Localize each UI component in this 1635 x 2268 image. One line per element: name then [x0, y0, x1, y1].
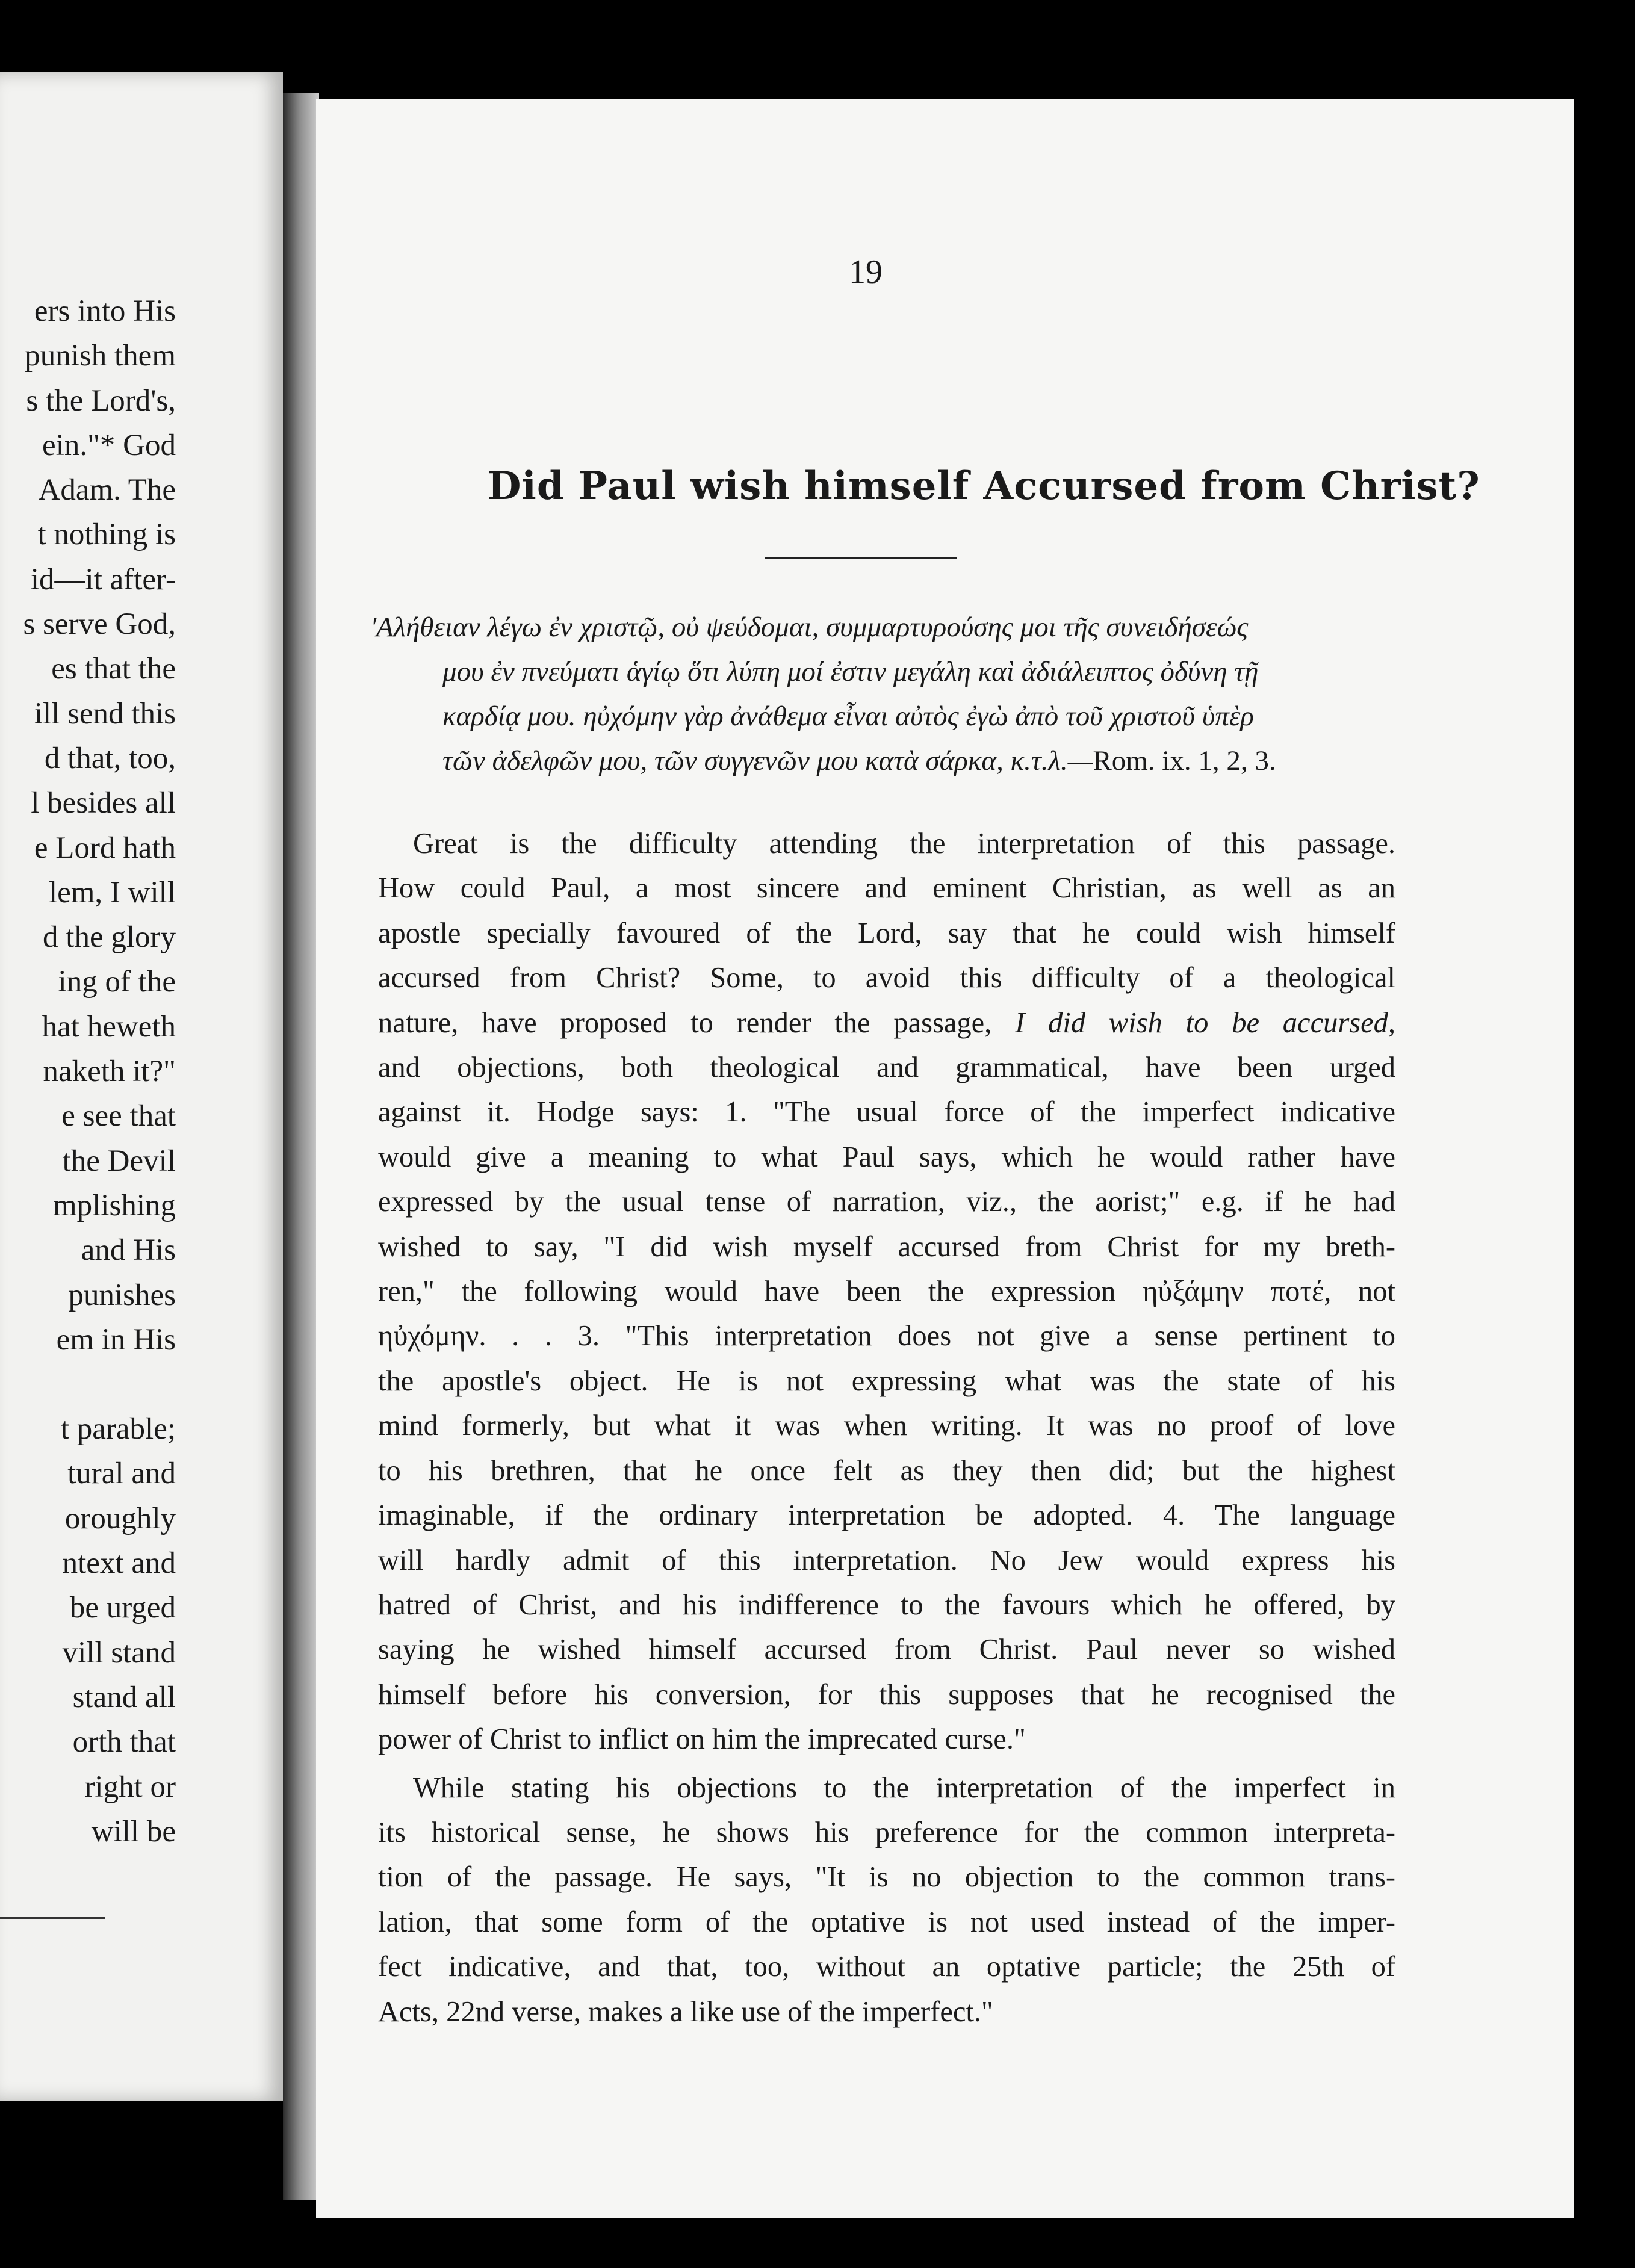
paragraph-1-line: against it. Hodge says: 1. "The usual force of the imperfect indicative: [378, 1096, 1395, 1129]
book-gutter-shadow: [283, 93, 319, 2200]
scripture-reference: Rom. ix. 1, 2, 3.: [1093, 745, 1276, 776]
epigraph-line: καρδίᾳ μου. ηὐχόμην γὰρ ἀνάθεμα εἶναι αὐτὸς ἐγὼ ἀπὸ τοῦ χριστοῦ ὑπὲρ: [442, 701, 1254, 732]
left-page-line: the Devil: [62, 1144, 176, 1178]
paragraph-1-line: saying he wished himself accursed from Christ. Paul never so wished: [378, 1634, 1395, 1666]
text-run: nature, have proposed to render the passage,: [378, 1006, 992, 1039]
paragraph-1-line: the apostle's object. He is not expressing what was the state of his: [378, 1365, 1395, 1397]
epigraph-line-last: [370, 739, 1397, 783]
left-facing-page: [0, 72, 283, 2101]
left-page-line: stand all: [72, 1680, 176, 1714]
left-page-line: e Lord hath: [34, 831, 176, 865]
left-page-line: oroughly: [64, 1501, 176, 1535]
paragraph-1-line: expressed by the usual tense of narration, viz., the aorist;" e.g. if he had: [378, 1186, 1395, 1218]
greek-epigraph: [370, 605, 1397, 783]
left-page-line: ing of the: [58, 965, 176, 999]
left-page-line: es that the: [51, 652, 176, 686]
paragraph-2-line: its historical sense, he shows his preference for the common interpreta-: [378, 1816, 1395, 1848]
epigraph-line: 'Αλήθειαν λέγω ἐν χριστῷ, οὐ ψεύδομαι, συμμαρτυρούσης μοι τῆς συνειδήσεώς: [370, 612, 1249, 643]
epigraph-line: τῶν ἀδελφῶν μου, τῶν συγγενῶν μου κατὰ σάρκα, κ.τ.λ.—: [442, 745, 1093, 776]
left-page-line: d that, too,: [44, 741, 176, 775]
left-page-line: s serve God,: [23, 607, 176, 642]
left-page-line: s the Lord's,: [26, 383, 176, 418]
left-page-line: be urged: [69, 1591, 176, 1625]
paragraph-1-line: How could Paul, a most sincere and eminent Christian, as well as an: [378, 872, 1395, 905]
paragraph-1-line: would give a meaning to what Paul says, which he would rather have: [378, 1141, 1395, 1173]
paragraph-2-line: tion of the passage. He says, "It is no objection to the common trans-: [378, 1861, 1395, 1894]
left-page-line: ill send this: [34, 696, 176, 731]
left-page-line: l besides all: [31, 786, 176, 820]
left-page-paragraph-gap: [23, 1362, 176, 1407]
paragraph-1-line: ren," the following would have been the expression ηὐξάμην ποτέ, not: [378, 1275, 1395, 1308]
paragraph-1-line: himself before his conversion, for this supposes that he recognised the: [378, 1678, 1395, 1711]
left-page-line: ntext and: [62, 1546, 176, 1581]
left-page-line: orth that: [72, 1725, 176, 1759]
paragraph-2-line: While stating his objections to the interpretation of the imperfect in: [413, 1771, 1395, 1804]
left-page-text: [23, 289, 176, 1854]
left-page-footnote-rule: [0, 1917, 105, 1919]
paragraph-1-line: [378, 1001, 1395, 1046]
paragraph-2-line: fect indicative, and that, too, without an optative particle; the 25th of: [378, 1951, 1395, 1983]
paragraph-1-line: Great is the difficulty attending the interpretation of this passage.: [413, 828, 1395, 860]
left-page-line: naketh it?": [43, 1055, 176, 1089]
left-page-line: hat heweth: [42, 1009, 176, 1044]
left-page-line: id—it after-: [30, 562, 176, 596]
paragraph-1-line: and objections, both theological and grammatical, have been urged: [378, 1052, 1395, 1084]
italic-phrase: I did wish to be accursed,: [1015, 1006, 1396, 1039]
chapter-title: Did Paul wish himself Accursed from Christ?: [488, 463, 1480, 509]
left-page-line: ers into His: [34, 294, 176, 328]
title-divider-rule: [765, 557, 957, 559]
paragraph-2-line: lation, that some form of the optative is not used instead of the imper-: [378, 1906, 1395, 1938]
paragraph-2-line: Acts, 22nd verse, makes a like use of the imperfect.": [378, 1995, 993, 2028]
paragraph-1-line: power of Christ to inflict on him the imprecated curse.": [378, 1723, 1026, 1756]
paragraph-1-line: apostle specially favoured of the Lord, say that he could wish himself: [378, 917, 1395, 949]
paragraph-1-line: will hardly admit of this interpretation. No Jew would express his: [378, 1544, 1395, 1576]
left-page-line: lem, I will: [48, 875, 176, 909]
left-page-line: and His: [81, 1233, 176, 1268]
left-page-line: t nothing is: [37, 518, 176, 552]
paragraph-1-line: hatred of Christ, and his indifference to the favours which he offered, by: [378, 1588, 1395, 1621]
epigraph-line: μου ἐν πνεύματι ἁγίῳ ὅτι λύπη μοί ἐστιν μεγάλη καὶ ἀδιάλειπτος ὀδύνη τῇ: [442, 656, 1259, 687]
left-page-line: tural and: [67, 1457, 176, 1491]
left-page-line: punishes: [68, 1278, 176, 1312]
left-page-line: Adam. The: [38, 473, 176, 507]
left-page-line: punish them: [25, 339, 176, 373]
left-page-line: will be: [91, 1814, 176, 1848]
left-page-line: ein."* God: [42, 428, 176, 462]
paragraph-1-line: wished to say, "I did wish myself accursed from Christ for my breth-: [378, 1230, 1395, 1263]
paragraph-1-line: accursed from Christ? Some, to avoid this difficulty of a theological: [378, 962, 1395, 994]
body-text: [378, 822, 1395, 2034]
paragraph-1-line: to his brethren, that he once felt as they then did; but the highest: [378, 1454, 1395, 1487]
left-page-line: em in His: [56, 1322, 176, 1357]
paragraph-1-line: imaginable, if the ordinary interpretation be adopted. 4. The language: [378, 1499, 1395, 1532]
left-page-line: vill stand: [62, 1635, 176, 1670]
left-page-line: t parable;: [60, 1412, 176, 1446]
left-page-line: right or: [84, 1770, 176, 1804]
left-page-line: d the glory: [43, 920, 176, 955]
page-number: 19: [849, 253, 883, 291]
left-page-line: mplishing: [52, 1188, 176, 1222]
paragraph-1-line: mind formerly, but what it was when writing. It was no proof of love: [378, 1410, 1395, 1442]
left-page-line: e see that: [61, 1099, 176, 1133]
paragraph-1-line: ηὐχόμην. . . 3. "This interpretation does not give a sense pertinent to: [378, 1320, 1395, 1352]
